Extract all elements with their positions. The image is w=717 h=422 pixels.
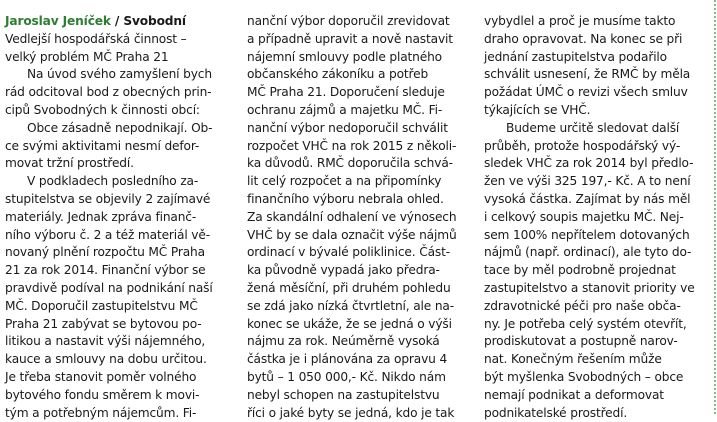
text-line: V podkladech posledního za- (27, 174, 199, 189)
text-line: tým a potřebným nájemcům. Fi- (5, 405, 197, 420)
text-line: se zdá jako nízká čtvrtletní, ale na- (247, 298, 454, 313)
text-line: ny. Je potřeba celý systém otevřít, (484, 316, 687, 331)
text-line: vysoká částka. Zajímat by nás měl (484, 191, 691, 206)
text-line: ka důvodů. RMČ doporučila schvá- (247, 156, 453, 171)
text-line: Budeme určitě sledovat další (506, 120, 680, 135)
text-line: nebyl schopen na zastupitelstvu (247, 387, 440, 402)
author-name: Jaroslav Jeníček (5, 14, 111, 28)
text-line: nanční výbor doporučil zrevidovat (247, 14, 450, 28)
text-line: sledek VHČ za rok 2014 byl předlo- (484, 156, 694, 171)
text-line: draho opravovat. Na konec se při (484, 31, 683, 46)
article-subtitle-line: Vedlejší hospodářská činnost – (5, 31, 187, 46)
text-line: finančního výboru nebrala ohled. (247, 191, 444, 206)
text-line: cipů Svobodných k činnosti obcí: (5, 102, 200, 117)
article-subtitle-line: velký problém MČ Praha 21 (5, 49, 169, 64)
text-line: novaný plnění rozpočtu MČ Praha (5, 245, 205, 260)
text-line: podnikatelské prostředí. (484, 405, 628, 420)
text-line: Obce zásadně nepodnikají. Ob- (27, 120, 213, 135)
text-line: MČ. Doporučil zastupitelstvu MČ (5, 298, 198, 313)
text-line: ordinací v bývalé poliklinice. Část- (247, 245, 450, 260)
text-line: movat tržní prostředí. (5, 156, 134, 171)
text-line: prodiskutovat a postupně narov- (484, 334, 678, 349)
article-column-3 (484, 13, 706, 422)
text-line: zastupitelstvo a stanovit priority ve (484, 280, 695, 295)
party-name: Svobodní (123, 14, 186, 28)
text-line: stupitelstva se objevily 2 zajímavé (5, 191, 211, 206)
text-line: jednání zastupitelstva podařilo (484, 49, 667, 64)
text-line: tace by měl podrobně projednat (484, 263, 676, 278)
text-line: pravdivě podíval na podnikání naší (5, 280, 213, 295)
text-line: rozpočet VHČ na rok 2015 z několi- (247, 138, 457, 153)
text-line: ního výboru č. 2 a též materiál vě- (5, 227, 210, 242)
text-line: žená měsíční, při druhém pohledu (247, 280, 451, 295)
article-column-1 (5, 13, 230, 422)
text-line: nemají podnikat a deformovat (484, 387, 664, 402)
article-column-2 (247, 13, 469, 422)
text-line: nat. Konečným řešením může (484, 352, 662, 367)
text-line: ochranu zájmů a majetku MČ. Fi- (247, 102, 443, 117)
text-line: rád odcitoval bod z obecných prin- (5, 85, 212, 100)
text-line: být myšlenka Svobodných – obce (484, 369, 684, 384)
text-line: částka je i plánována za opravu 4 (247, 352, 448, 367)
text-line: Za skandální odhalení ve výnosech (247, 209, 457, 224)
dotted-border-right (714, 0, 716, 414)
text-line: říci o jaké byty se jedná, kdo je tak (247, 405, 455, 420)
text-line: 21 za rok 2014. Finanční výbor se (5, 263, 206, 278)
text-line: ka původně vypadá jako předra- (247, 263, 440, 278)
text-line: týkajících se VHČ. (484, 102, 591, 117)
text-line: vybydlel a proč je musíme takto (484, 14, 676, 28)
article-byline (5, 13, 230, 31)
text-line: občanského zákoníku a potřeb (247, 67, 429, 82)
text-line: nanční výbor nedoporučil schválit (247, 120, 448, 135)
text-line: sem 100% nepřítelem dotovaných (484, 227, 690, 242)
text-line: schválit usnesení, že RMČ by měla (484, 67, 691, 82)
text-line: Praha 21 zabývat se bytovou po- (5, 316, 202, 331)
text-line: VHČ by se dala označit výše nájmů (247, 227, 457, 242)
text-line: bytů – 1 050 000,- Kč. Nikdo nám (247, 369, 446, 384)
byline-separator: / (110, 14, 124, 28)
text-line: nájmu za rok. Neúměrně vysoká (247, 334, 440, 349)
text-line: Na úvod svého zamyšlení bych (27, 67, 212, 82)
text-line: a případně upravit a nově nastavit (247, 31, 453, 46)
text-line: nájemní smlouvy podle platného (247, 49, 442, 64)
text-line: požádat ÚMČ o revizi všech smluv (484, 85, 688, 100)
text-line: ce svými aktivitami nesmí defor- (5, 138, 200, 153)
text-line: Je třeba stanovit poměr volného (5, 369, 197, 384)
text-line: kauce a smlouvy na dobu určitou. (5, 352, 207, 367)
text-line: i celkový soupis majetku MČ. Nej- (484, 209, 684, 224)
text-line: žen ve výši 325 197,- Kč. A to není (484, 174, 691, 189)
text-line: bytového fondu směrem k movi- (5, 387, 200, 402)
text-line: zdravotnické péči pro naše obča- (484, 298, 681, 313)
text-line: MČ Praha 21. Doporučení sleduje (247, 85, 445, 100)
text-line: litikou a nastavit výši nájemného, (5, 334, 206, 349)
text-line: lit celý rozpočet a na připomínky (247, 174, 442, 189)
text-line: konec se ukáže, že se jedná o výši (247, 316, 452, 331)
text-line: materiály. Jednak zpráva finanč- (5, 209, 197, 224)
text-line: nájmů (např. ordinací), ale tyto do- (484, 245, 692, 260)
text-line: průběh, protože hospodářský vý- (484, 138, 681, 153)
